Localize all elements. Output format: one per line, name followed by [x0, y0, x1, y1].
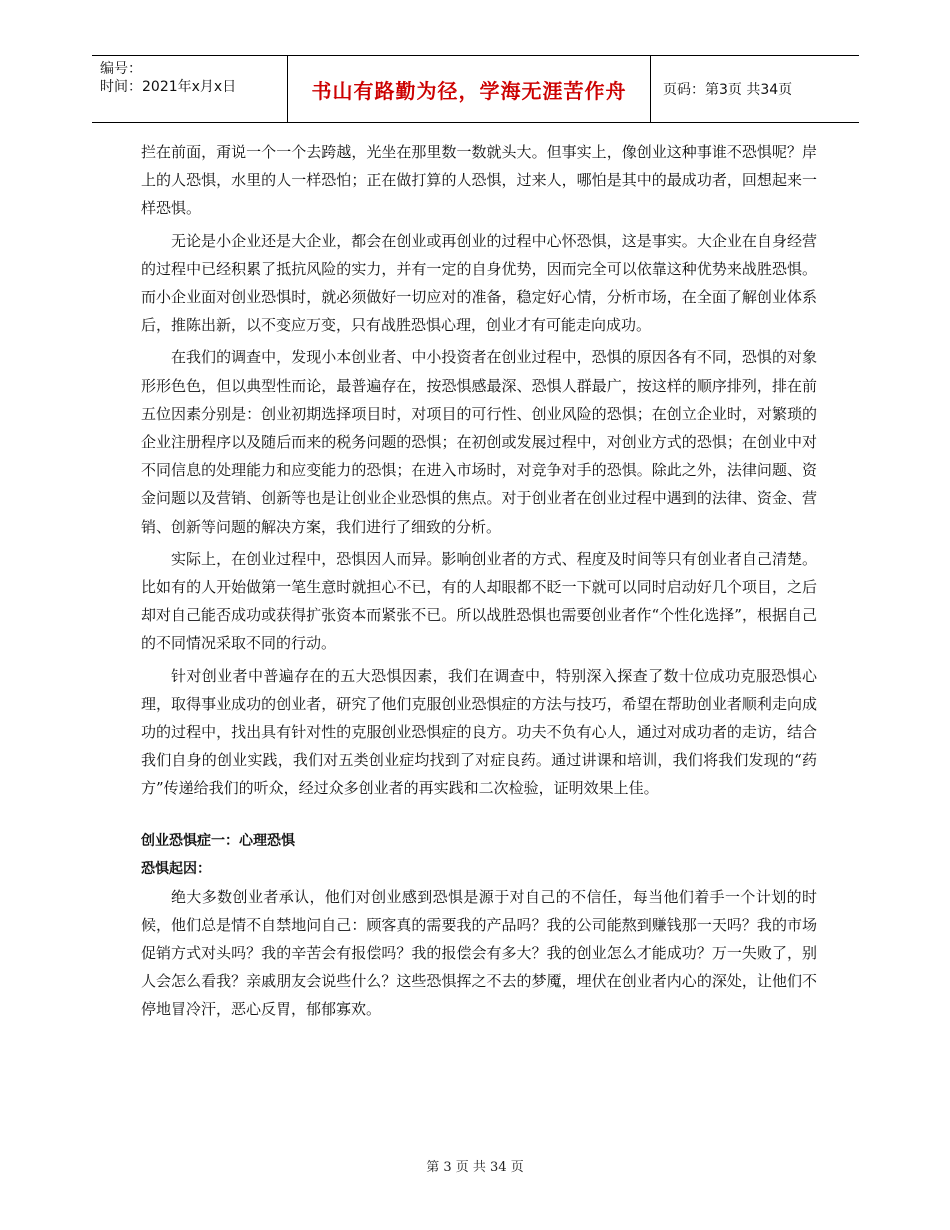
paragraph: 拦在前面，甭说一个一个去跨越，光坐在那里数一数就头大。但事实上，像创业这种事谁不恐惧呢？岸上的人恐惧，水里的人一样恐怕；正在做打算的人恐惧，过来人，哪怕是其中的最成功者，回想起来一样恐惧。 [141, 143, 817, 218]
header-meta [92, 56, 288, 122]
paragraph: 绝大多数创业者承认，他们对创业感到恐惧是源于对自己的不信任，每当他们着手一个计划的时候，他们总是情不自禁地问自己：顾客真的需要我的产品吗？我的公司能熬到赚钱那一天吗？我的市场促销方式对头吗？我的辛苦会有报偿吗？我的报偿会有多大？我的创业怎么才能成功？万一失败了，别人会怎么看我？亲戚朋友会说些什么？这些恐惧挥之不去的梦魇，埋伏在创业者内心的深处，让他们不停地冒冷汗，恶心反胃，郁郁寡欢。 [141, 887, 817, 1019]
paragraph: 无论是小企业还是大企业，都会在创业或再创业的过程中心怀恐惧，这是事实。大企业在自身经营的过程中已经积累了抵抗风险的实力，并有一定的自身优势，因而完全可以依靠这种优势来战胜恐惧。而小企业面对创业恐惧时，就必须做好一切应对的准备，稳定好心情，分析市场，在全面了解创业体系后，推陈出新，以不变应万变，只有战胜恐惧心理，创业才有可能走向成功。 [141, 231, 817, 335]
header-page-info: 页码：第3页 共34页 [663, 82, 793, 98]
document-body [141, 138, 817, 1028]
header-table [92, 55, 859, 123]
section-title: 创业恐惧症一：心理恐惧 [141, 832, 295, 849]
time-label: 时间：2021年x月x日 [100, 79, 237, 95]
paragraph: 实际上，在创业过程中，恐惧因人而异。影响创业者的方式、程度及时间等只有创业者自己清楚。比如有的人开始做第一笔生意时就担心不已，有的人却眼都不眨一下就可以同时启动好几个项目，之后却对自己能否成功或获得扩张资本而紧张不已。所以战胜恐惧也需要创业者作“个性化选择”，根据自己的不同情况采取不同的行动。 [141, 549, 817, 653]
section-subtitle: 恐惧起因： [141, 860, 211, 877]
paragraph: 针对创业者中普遍存在的五大恐惧因素，我们在调查中，特别深入探查了数十位成功克服恐惧心理，取得事业成功的创业者，研究了他们克服创业恐惧症的方法与技巧，希望在帮助创业者顺利走向成功的过程中，找出具有针对性的克服创业恐惧症的良方。功夫不负有心人，通过对成功者的走访，结合我们自身的创业实践，我们对五类创业症均找到了对症良药。通过讲课和培训，我们将我们发现的“药方”传递给我们的听众，经过众多创业者的再实践和二次检验，证明效果上佳。 [141, 666, 817, 798]
header-motto: 书山有路勤为径，学海无涯苦作舟 [288, 56, 651, 122]
paragraph: 在我们的调查中，发现小本创业者、中小投资者在创业过程中，恐惧的原因各有不同，恐惧的对象形形色色，但以典型性而论，最普遍存在，按恐惧感最深、恐惧人群最广，按这样的顺序排列，排在前五位因素分别是：创业初期选择项目时，对项目的可行性、创业风险的恐惧；在创立企业时，对繁琐的企业注册程序以及随后而来的税务问题的恐惧；在初创或发展过程中，对创业方式的恐惧；在创业中对不同信息的处理能力和应变能力的恐惧；在进入市场时，对竞争对手的恐惧。除此之外，法律问题、资金问题以及营销、创新等也是让创业企业恐惧的焦点。对于创业者在创业过程中遇到的法律、资金、营销、创新等问题的解决方案，我们进行了细致的分析。 [141, 348, 817, 536]
page-footer: 第 3 页 共 34 页 [426, 1160, 524, 1175]
number-label: 编号： [100, 61, 142, 77]
